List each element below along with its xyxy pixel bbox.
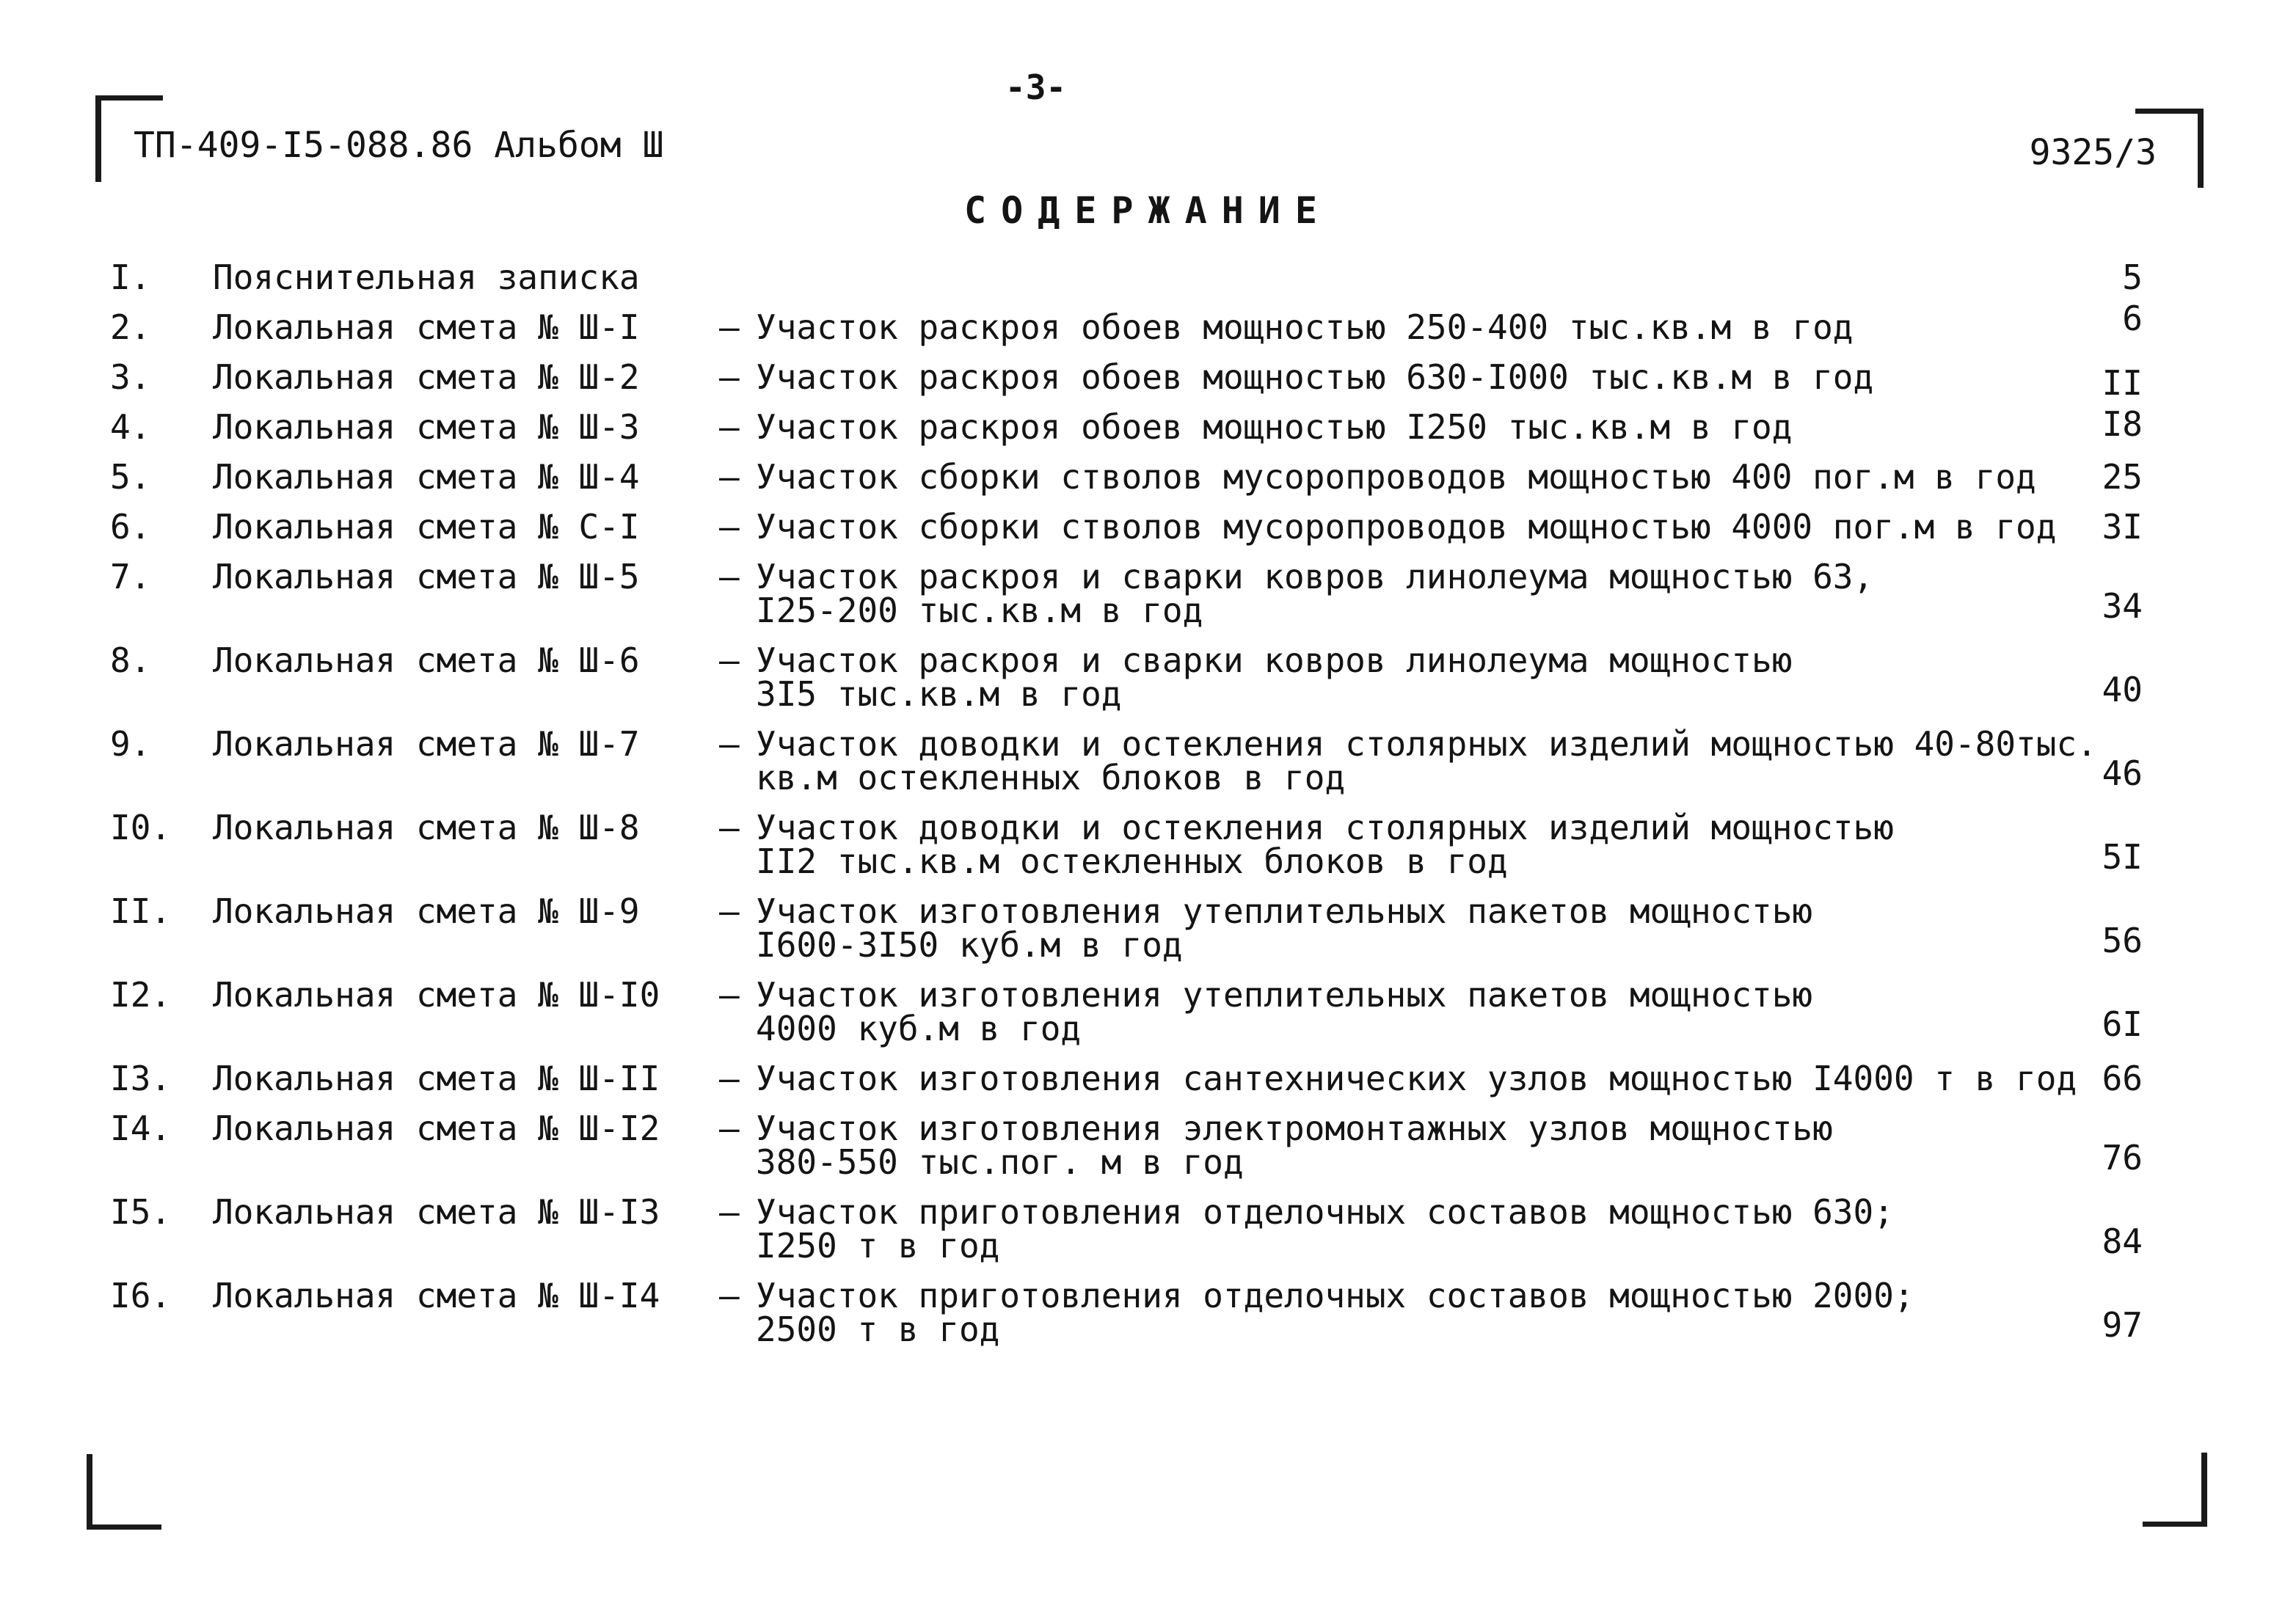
toc-dash: – (719, 1276, 740, 1315)
toc-description (756, 1109, 1833, 1182)
toc-page: 46 (2102, 753, 2143, 793)
sheet-code: 9325/3 (2029, 132, 2157, 173)
toc-description-line: Участок приготовления отделочных составов мощностью 630; (756, 1192, 1894, 1232)
toc-description (756, 357, 1874, 397)
toc-page: 3I (2102, 507, 2143, 547)
toc-number: 7. (110, 557, 151, 596)
toc-document: Локальная смета № Ш-I4 (213, 1276, 660, 1315)
toc-description-line: Участок раскроя и сварки ковров линолеума мощностью (756, 640, 1793, 680)
toc-number: I5. (110, 1192, 172, 1232)
toc-description-line: I250 т в год (756, 1226, 1000, 1266)
toc-page: 25 (2102, 457, 2143, 497)
toc-page: 84 (2102, 1222, 2143, 1261)
toc-description-line: Участок раскроя и сварки ковров линолеума мощностью 63, (756, 557, 1874, 596)
toc-description-line: Участок сборки стволов мусоропроводов мощностью 400 пог.м в год (756, 457, 2036, 497)
toc-description-line: Участок раскроя обоев мощностью 250-400 тыс.кв.м в год (756, 307, 1854, 347)
toc-number: 9. (110, 724, 151, 764)
toc-page: 6 (2122, 299, 2143, 338)
toc-document: Локальная смета № С-I (213, 507, 640, 547)
toc-description (756, 724, 2097, 797)
toc-description-line: 4000 куб.м в год (756, 1009, 1082, 1048)
toc-dash: – (719, 1192, 740, 1232)
toc-description (756, 507, 2057, 547)
toc-description (756, 307, 1854, 347)
page-title: СОДЕРЖАНИЕ (963, 189, 1333, 232)
toc-description-line: Участок доводки и остекления столярных изделий мощностью 40-80тыс. (756, 724, 2097, 764)
toc-document: Локальная смета № Ш-8 (213, 808, 640, 847)
toc-document: Локальная смета № Ш-6 (213, 640, 640, 680)
toc-number: 6. (110, 507, 151, 547)
toc-dash: – (719, 557, 740, 596)
toc-description (756, 1192, 1894, 1266)
toc-dash: – (719, 808, 740, 847)
toc-document: Пояснительная записка (213, 258, 640, 297)
toc-page: 76 (2102, 1138, 2143, 1177)
toc-description (756, 457, 2036, 497)
toc-dash: – (719, 457, 740, 497)
toc-description (756, 640, 1793, 714)
toc-number: I4. (110, 1109, 172, 1148)
toc-document: Локальная смета № Ш-I0 (213, 975, 660, 1015)
toc-page: II (2102, 363, 2143, 403)
toc-description-line: Участок изготовления сантехнических узлов мощностью I4000 т в год (756, 1059, 2077, 1098)
toc-dash: – (719, 640, 740, 680)
toc-description (756, 407, 1793, 447)
toc-description (756, 808, 1894, 881)
toc-description-line: Участок приготовления отделочных составов мощностью 2000; (756, 1276, 1914, 1315)
toc-number: I0. (110, 808, 172, 847)
toc-description-line: I25-200 тыс.кв.м в год (756, 591, 1203, 630)
toc-page: 5I (2102, 837, 2143, 877)
toc-dash: – (719, 507, 740, 547)
toc-number: 3. (110, 357, 151, 397)
toc-description-line: Участок изготовления электромонтажных узлов мощностью (756, 1109, 1833, 1148)
toc-number: 8. (110, 640, 151, 680)
toc-number: 2. (110, 307, 151, 347)
toc-dash: – (719, 357, 740, 397)
toc-document: Локальная смета № Ш-I3 (213, 1192, 660, 1232)
toc-description-line: Участок сборки стволов мусоропроводов мощностью 4000 пог.м в год (756, 507, 2057, 547)
toc-description-line: Участок изготовления утеплительных пакетов мощностью (756, 975, 1813, 1015)
toc-dash: – (719, 724, 740, 764)
page-number: -3- (1005, 67, 1067, 107)
toc-description-line: 3I5 тыс.кв.м в год (756, 674, 1122, 714)
toc-document: Локальная смета № Ш-5 (213, 557, 640, 596)
toc-document: Локальная смета № Ш-2 (213, 357, 640, 397)
toc-number: I2. (110, 975, 172, 1015)
toc-description-line: I600-3I50 куб.м в год (756, 925, 1183, 965)
toc-description (756, 557, 1874, 630)
toc-number: I. (110, 258, 151, 297)
toc-number: II. (110, 891, 172, 931)
toc-number: I6. (110, 1276, 172, 1315)
toc-description (756, 975, 1813, 1048)
toc-description-line: 2500 т в год (756, 1310, 1000, 1349)
toc-page: 66 (2102, 1059, 2143, 1098)
toc-document: Локальная смета № Ш-7 (213, 724, 640, 764)
toc-description (756, 891, 1813, 965)
toc-page: 5 (2122, 258, 2143, 297)
toc-dash: – (719, 891, 740, 931)
toc-description-line: II2 тыс.кв.м остекленных блоков в год (756, 841, 1508, 881)
toc-description-line: Участок доводки и остекления столярных изделий мощностью (756, 808, 1894, 847)
toc-page: I8 (2102, 404, 2143, 444)
toc-dash: – (719, 407, 740, 447)
toc-description-line: Участок раскроя обоев мощностью 630-I000 тыс.кв.м в год (756, 357, 1874, 397)
toc-description-line: 380-550 тыс.пог. м в год (756, 1142, 1244, 1182)
document-code: ТП-409-I5-088.86 Альбом Ш (134, 125, 664, 166)
toc-dash: – (719, 1059, 740, 1098)
toc-document: Локальная смета № Ш-I2 (213, 1109, 660, 1148)
toc-dash: – (719, 1109, 740, 1148)
toc-description-line: Участок изготовления утеплительных пакетов мощностью (756, 891, 1813, 931)
toc-number: 4. (110, 407, 151, 447)
toc-document: Локальная смета № Ш-3 (213, 407, 640, 447)
toc-document: Локальная смета № Ш-II (213, 1059, 660, 1098)
toc-dash: – (719, 307, 740, 347)
toc-dash: – (719, 975, 740, 1015)
toc-page: 97 (2102, 1305, 2143, 1345)
toc-page: 34 (2102, 586, 2143, 626)
toc-document: Локальная смета № Ш-I (213, 307, 640, 347)
toc-page: 56 (2102, 921, 2143, 960)
toc-page: 40 (2102, 670, 2143, 709)
toc-description (756, 1276, 1914, 1349)
toc-description-line: кв.м остекленных блоков в год (756, 758, 1346, 797)
toc-document: Локальная смета № Ш-4 (213, 457, 640, 497)
toc-number: I3. (110, 1059, 172, 1098)
toc-document: Локальная смета № Ш-9 (213, 891, 640, 931)
toc-number: 5. (110, 457, 151, 497)
toc-description (756, 1059, 2077, 1098)
toc-description-line: Участок раскроя обоев мощностью I250 тыс.кв.м в год (756, 407, 1793, 447)
toc-page: 6I (2102, 1004, 2143, 1044)
